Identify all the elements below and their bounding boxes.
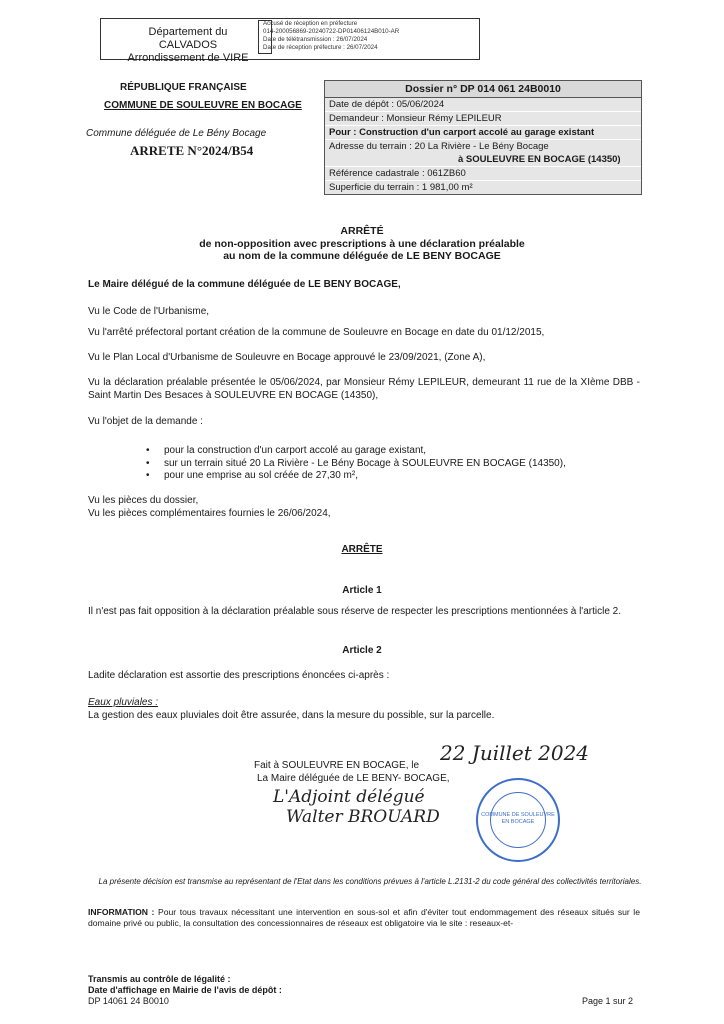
article-1-text: Il n'est pas fait opposition à la déclaration préalable sous réserve de respecter les prescriptions mentionnées à l'article 2.: [88, 606, 621, 617]
demandeur: Demandeur : Monsieur Rémy LEPILEUR: [325, 112, 641, 126]
dossier-reference: DP 14061 24 B0010: [88, 996, 169, 1006]
fait-a: Fait à SOULEUVRE EN BOCAGE, le: [254, 760, 420, 771]
seal-text: COMMUNE DE SOULEUVRE EN BOCAGE: [481, 812, 555, 825]
vu-paragraph: Vu les pièces complémentaires fournies le 26/06/2024,: [88, 508, 331, 519]
transmis-legalite: Transmis au contrôle de légalité :: [88, 974, 231, 984]
maire-heading: Le Maire délégué de la commune déléguée de LE BENY BOCAGE,: [88, 279, 401, 290]
stamp-line: Date de télétransmission : 26/07/2024: [263, 36, 368, 43]
list-item: • sur un terrain situé 20 La Rivière - Le Bény Bocage à SOULEUVRE EN BOCAGE (14350),: [146, 458, 646, 471]
handwritten-signatory: Walter BROUARD: [286, 807, 440, 827]
vu-paragraph: Vu l'objet de la demande :: [88, 416, 203, 427]
handwritten-date: 22 Juillet 2024: [440, 741, 590, 765]
title-line: au nom de la commune déléguée de LE BENY BOCAGE: [223, 250, 501, 262]
title-line: ARRÊTÉ: [340, 225, 384, 237]
dossier-table: [324, 80, 642, 195]
maire-deleguee: La Maire déléguée de LE BENY- BOCAGE,: [257, 773, 450, 784]
arrete-number: ARRETE N°2024/B54: [130, 143, 254, 158]
information-label: INFORMATION :: [88, 907, 155, 917]
stamp-line: Accusé de réception en préfecture: [263, 20, 358, 27]
transmission-note: La présente décision est transmise au représentant de l'Etat dans les conditions prévues à l'article L.2131-2 du code général des collectivités territoriales.: [98, 877, 642, 886]
information-note: [88, 907, 640, 929]
reference-cadastrale: Référence cadastrale : 061ZB60: [325, 167, 641, 181]
arrete-heading: ARRÊTE: [341, 544, 383, 555]
article-1-title: Article 1: [342, 585, 382, 596]
document-title: [0, 225, 724, 263]
vu-paragraph: Vu le Plan Local d'Urbanisme de Souleuvre en Bocage approuvé le 23/09/2021, (Zone A),: [88, 352, 486, 363]
dossier-number: Dossier n° DP 014 061 24B0010: [325, 81, 641, 98]
title-line: de non-opposition avec prescriptions à une déclaration préalable: [199, 237, 525, 250]
prefecture-address: [118, 26, 258, 65]
reception-stamp: [263, 20, 477, 52]
vu-paragraph: Vu les pièces du dossier,: [88, 495, 199, 506]
page-number: Page 1 sur 2: [582, 996, 634, 1006]
list-item: • pour la construction d'un carport accolé au garage existant,: [146, 445, 646, 458]
eaux-pluviales-text: La gestion des eaux pluviales doit être assurée, dans la mesure du possible, sur la parcelle.: [88, 710, 495, 721]
article-2-text: Ladite déclaration est assortie des prescriptions énoncées ci-après :: [88, 670, 390, 681]
commune-deleguee-label: Commune déléguée de Le Bény Bocage: [86, 128, 267, 139]
adresse-line1: Adresse du terrain : 20 La Rivière - Le Bény Bocage: [325, 140, 641, 153]
stamp-line: Date de réception préfecture : 26/07/2024: [263, 44, 378, 51]
demande-list: [146, 445, 646, 483]
information-text: Pour tous travaux nécessitant une intervention en sous-sol et afin d'éviter tout endommagement des réseaux situés sur le domaine privé ou public, la consultation des concessionnaires de réseaux est obligatoire via le site : reseaux-et-: [88, 907, 640, 928]
vu-paragraph: Vu le Code de l'Urbanisme,: [88, 306, 210, 317]
republique-label: RÉPUBLIQUE FRANÇAISE: [120, 82, 247, 93]
departement-label: Département du CALVADOS: [148, 26, 228, 51]
commune-label: COMMUNE DE SOULEUVRE EN BOCAGE: [104, 100, 302, 111]
stamp-line: 014-200056869-20240722-DP01406124B010-AR: [263, 28, 400, 35]
article-2-title: Article 2: [342, 645, 382, 656]
handwritten-title: L'Adjoint délégué: [273, 787, 425, 807]
superficie: Superficie du terrain : 1 981,00 m²: [325, 181, 641, 194]
date-affichage: Date d'affichage en Mairie de l'avis de dépôt :: [88, 985, 282, 995]
list-item: • pour une emprise au sol créée de 27,30 m²,: [146, 470, 646, 483]
vu-paragraph: Vu l'arrêté préfectoral portant création de la commune de Souleuvre en Bocage en date du 01/12/2015,: [88, 327, 545, 338]
eaux-pluviales-title: Eaux pluviales :: [88, 697, 159, 708]
arrondissement-label: Arrondissement de VIRE: [127, 52, 249, 64]
date-depot: Date de dépôt : 05/06/2024: [325, 98, 641, 112]
vu-paragraph: Vu la déclaration préalable présentée le 05/06/2024, par Monsieur Rémy LEPILEUR, demeurant 11 rue de la XIème DBB - Saint Martin Des Besaces à SOULEUVRE EN BOCAGE (14350),: [88, 377, 640, 401]
objet: Pour : Construction d'un carport accolé au garage existant: [325, 126, 641, 140]
adresse-line2: à SOULEUVRE EN BOCAGE (14350): [325, 153, 641, 167]
